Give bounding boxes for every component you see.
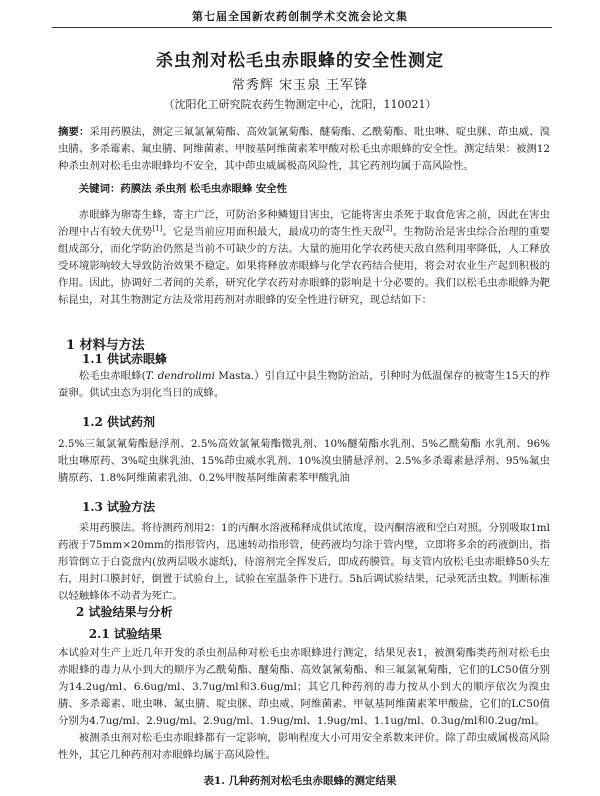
subsection-heading-results: 2.1 试验结果 [88,627,162,641]
conclusion-paragraph: 被测杀虫剂对松毛虫赤眼蜂都有一定影响，影响程度大小可用安全系数来评价。除了茚虫威属极高风险性外，其它几种药剂对赤眼蜂均属于高风险性。 [58,732,550,761]
abstract [58,124,550,179]
citation-2: [2] [382,224,393,233]
keywords-text: 药膜法 杀虫剂 松毛虫赤眼蜂 安全性 [120,183,288,195]
section-heading-results: 2 试验结果与分析 [76,605,173,619]
keywords-label: 关键词： [78,183,121,195]
header-rule [52,27,552,28]
subsection-heading-method: 1.3 试验方法 [82,500,156,514]
intro-text-2: 。它是当前应用面积最大，最成功的寄生性天敌 [162,226,383,238]
results-text: 本试验对生产上近几年开发的杀虫剂品种对松毛虫赤眼蜂进行测定，结果见表1，被测菊酯类药剂对松毛虫赤眼蜂的毒力从小到大的顺序为乙酰菊酯、醚菊酯、高效氯氰菊酯、和三氟氯氰菊酯，它们的LC50值分别为14.2ug/ml、6.6ug/ml、3.7ug/ml和3.6ug/ml；其它几种药剂的毒力按从小到大的顺序依次为溴虫腈、多杀霉素、吡虫啉、氟虫腈、啶虫脒、茚虫威、阿维菌素、甲氨基阿维菌素苯甲酸盐，它们的LC50值分别为4.7ug/ml、2.9ug/ml、2.9ug/ml、1.9ug/ml、1.9ug/ml、1.1ug/ml、0.3ug/ml和0.2ug/ml。 [58,647,550,727]
citation-1: [1] [152,224,163,233]
article-authors: 常秀辉 宋玉泉 王军锋 [231,78,369,93]
insect-text-pre: 松毛虫赤眼蜂( [78,370,146,382]
pesticides-paragraph: 2.5%三氟氯氰菊酯悬浮剂、2.5%高效氯氰菊酯微乳剂、10%醚菊酯水乳剂、5%乙酰菊酯 水乳剂、96%吡虫啉原药、3%啶虫脒乳油、15%茚虫威水乳剂、10%溴虫腈悬浮剂、2.5%多杀霉素悬浮剂、95%氟虫腈原药、1.8%阿维菌素乳油、0.2%甲胺基阿维菌素苯甲酸乳油 [58,438,550,484]
insect-text-post: Masta.）引自辽中县生物防治站，引种时为低温保存的被寄生15天的柞蚕卵。供试虫态为羽化当日的成蜂。 [58,370,550,399]
abstract-label: 摘要： [58,126,90,138]
abstract-text: 采用药膜法，测定三氟氯氰菊酯、高效氯氰菊酯、醚菊酯、乙酰菊酯、吡虫啉、啶虫脒、茚虫威、溴虫腈、多杀霉素、氟虫腈、阿维菌素、甲胺基阿维菌素苯甲酸对松毛虫赤眼蜂的安全性。测定结果：被测12种杀虫剂对松毛虫赤眼蜂均不安全，其中茚虫威属极高风险性，其它药剂均属于高风险性。 [58,126,551,172]
running-header: 第七届全国新农药创制学术交流会论文集 [192,10,408,23]
intro-text-1: 赤眼蜂为卵寄生蜂，寄主广泛，可防治多种鳞翅目害虫，它能将害虫杀死于取食危害之前，因此在害虫治理中占有较大优势 [58,209,550,238]
method-paragraph: 采用药膜法。将待测药剂用2：1的丙酮水溶液稀释成供试浓度，设丙酮溶液和空白对照。分别吸取1ml药液于75mm×20mm的指形管内，迅速转动指形管，使药液均匀涂于管内壁，立即将多余的药液倒出，指形管倒立于白瓷盘内(放两层吸水滤纸)，待溶剂完全挥发后，即成药膜管。每支管内放松毛虫赤眼蜂50头左右，用封口膜封好，倒置于试验台上，试验在室温条件下进行。5h后调试验结果，记录死活虫数。判断标准以轻触蜂体不动者为死亡。 [58,522,550,602]
article-affiliation: （沈阳化工研究院农药生物测定中心，沈阳，110021） [163,98,437,111]
results-paragraph [58,626,550,728]
article-title: 杀虫剂对松毛虫赤眼蜂的安全性测定 [156,51,444,71]
insect-paragraph [58,368,550,404]
insect-scientific-name: T. dendrolimi [145,370,215,382]
subsection-heading-insect: 1.1 供试赤眼蜂 [82,352,168,366]
keywords [58,181,550,198]
intro-paragraph [58,207,550,339]
section-heading-methods: 1 材料与方法 [66,338,145,353]
table-caption: 表1. 几种药剂对松毛虫赤眼蜂的测定结果 [203,775,397,787]
intro-text-3: 。生物防治是害虫综合治理的重要组成部分，而化学防治仍然是当前不可缺少的方法。大量的施用化学农药使天敌自然利用率降低，人工释放受环境影响较大导致防治效果不稳定。如果将释放赤眼蜂与化学农药结合使用，将会对农业生产起到积极的作用。因此，协调好二者间的关系，研究化学农药对赤眼蜂的影响是十分必要的。我们以松毛虫赤眼蜂为靶标昆虫，对其生物测定方法及常用药剂对赤眼蜂的安全性进行研究，现总结如下： [58,226,551,306]
subsection-heading-pesticides: 1.2 供试药剂 [82,415,156,429]
